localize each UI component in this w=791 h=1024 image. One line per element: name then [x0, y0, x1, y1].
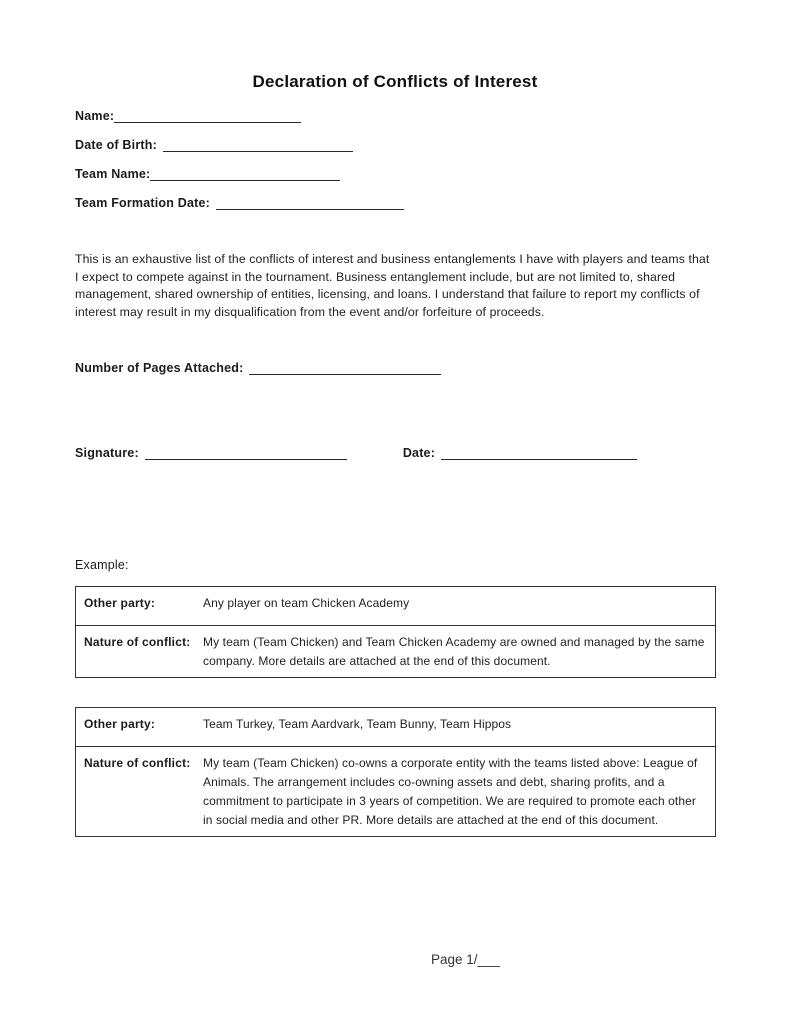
dob-label: Date of Birth: [75, 138, 157, 152]
date-blank-line[interactable] [441, 447, 637, 460]
pages-attached-field-row [75, 361, 715, 377]
name-blank-line[interactable] [114, 110, 301, 123]
row-value: Any player on team Chicken Academy [203, 596, 410, 610]
signature-date-row [75, 446, 715, 462]
team-formation-date-field-row [75, 196, 715, 211]
team-formation-date-blank-line[interactable] [216, 197, 404, 210]
row-value: Team Turkey, Team Aardvark, Team Bunny, Team Hippos [203, 717, 512, 731]
table-row [76, 625, 715, 677]
page-number-footer [0, 952, 791, 967]
dob-blank-line[interactable] [163, 139, 353, 152]
row-label: Nature of conflict: [84, 756, 191, 770]
date-label: Date: [402, 446, 436, 460]
team-name-field-row [75, 167, 715, 182]
page-number-label: Page 1/___ [430, 952, 501, 967]
row-label: Nature of conflict: [84, 635, 191, 649]
page-title: Declaration of Conflicts of Interest [252, 72, 538, 91]
team-name-blank-line[interactable] [150, 168, 340, 181]
signature-field [75, 446, 347, 460]
example-conflict-table-1 [75, 586, 716, 678]
table-row [76, 708, 715, 746]
declaration-paragraph: This is an exhaustive list of the conflicts of interest and business entanglements I have with players and teams that I expect to compete against in the tournament. Business entanglement include, but are not limited to, shared management, shared ownership of entities, licensing, and loans. I understand that failure to report my conflicts of interest may result in my disqualification from the event and/or forfeiture of proceeds. [75, 252, 710, 319]
signature-blank-line[interactable] [145, 447, 347, 460]
dob-field-row [75, 138, 715, 153]
team-formation-date-label: Team Formation Date: [75, 196, 211, 210]
example-label: Example: [75, 558, 129, 572]
pages-attached-blank-line[interactable] [249, 362, 441, 375]
name-label: Name: [75, 109, 115, 123]
name-field-row [75, 109, 715, 124]
form-fields [75, 109, 715, 211]
signature-label: Signature: [75, 446, 139, 460]
team-name-label: Team Name: [75, 167, 151, 181]
pages-attached-label: Number of Pages Attached: [75, 361, 244, 375]
table-row [76, 587, 715, 625]
row-label: Other party: [84, 596, 156, 610]
example-conflict-table-2 [75, 707, 716, 837]
table-row [76, 746, 715, 836]
row-value: My team (Team Chicken) and Team Chicken Academy are owned and managed by the same company. More details are attached at the end of this document. [203, 635, 705, 668]
date-field [403, 446, 637, 460]
row-label: Other party: [84, 717, 156, 731]
row-value: My team (Team Chicken) co-owns a corporate entity with the teams listed above: League of Animals. The arrangement includes co-owning assets and debt, sharing profits, and a commitment to participate in 3 years of competition. We are required to promote each other in social media and other PR. More details are attached at the end of this document. [203, 756, 698, 827]
